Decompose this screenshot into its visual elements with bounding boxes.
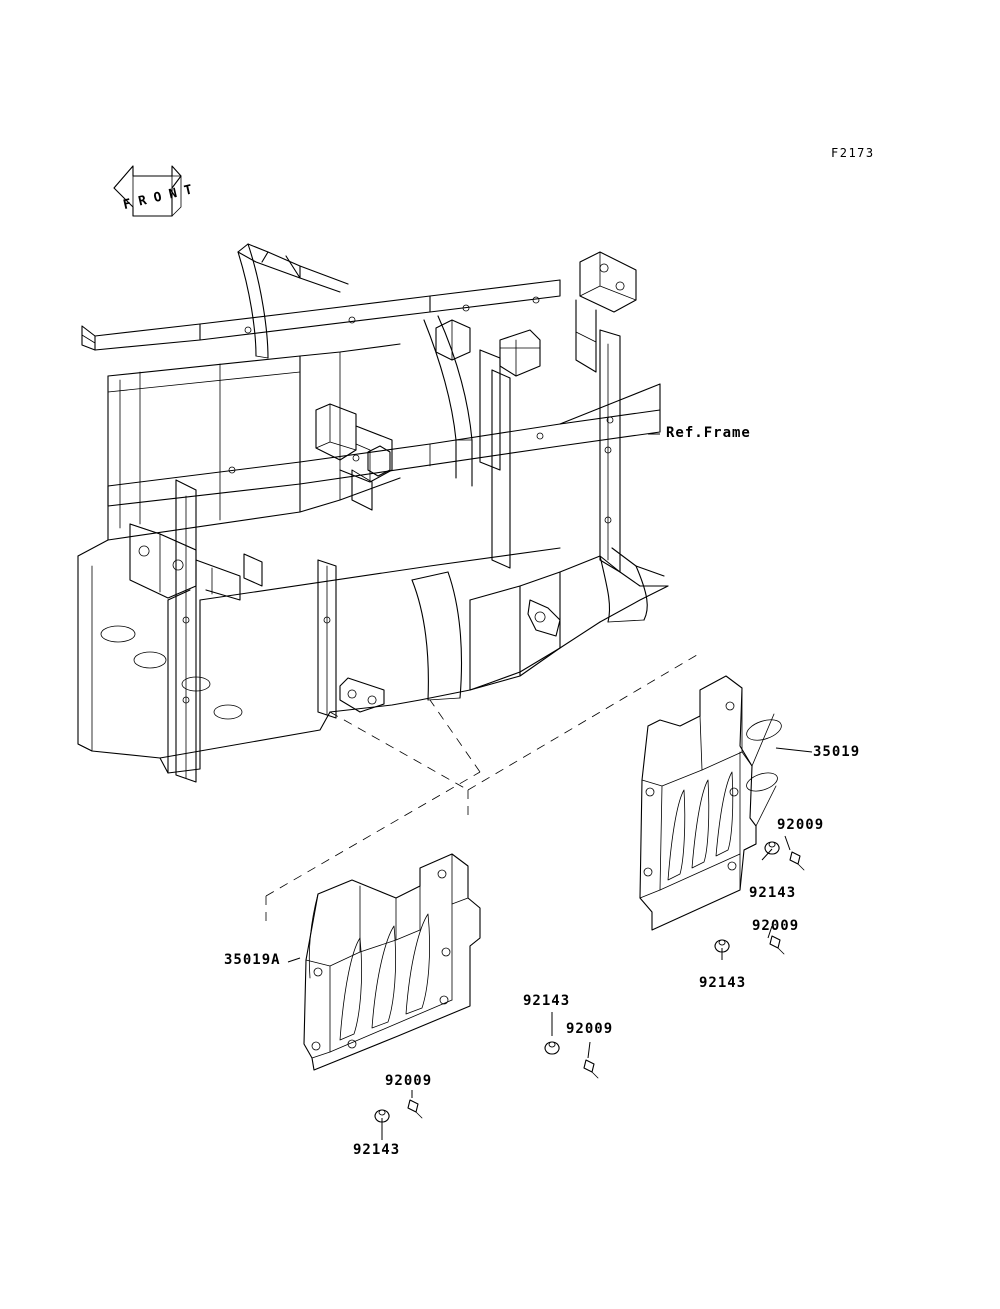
callout-92009-right-upper: 92009 [777,817,825,833]
callout-92143-left-upper: 92143 [523,993,571,1009]
callout-35019: 35019 [813,744,861,760]
front-direction-marker [114,166,194,216]
svg-text:F R O N T: F R O N T [121,182,194,214]
assembly-projection-lines [266,652,702,926]
figure-code: F2173 [831,146,875,160]
leader-35019 [776,748,812,752]
reference-frame-assembly [78,244,668,782]
callout-92143-right-upper: 92143 [749,885,797,901]
callout-ref-frame: Ref.Frame [666,425,751,441]
callout-92009-left-lower: 92009 [385,1073,433,1089]
callout-92009-right-lower: 92009 [752,918,800,934]
part-mud-guard-left [304,854,480,1070]
callout-92143-left-lower: 92143 [353,1142,401,1158]
callout-35019a: 35019A [224,952,281,968]
fastener-group-right-upper [762,836,804,870]
callout-92009-left-upper: 92009 [566,1021,614,1037]
leader-35019a [288,958,300,962]
fastener-group-left-lower [375,1090,422,1140]
callout-92143-right-lower: 92143 [699,975,747,991]
